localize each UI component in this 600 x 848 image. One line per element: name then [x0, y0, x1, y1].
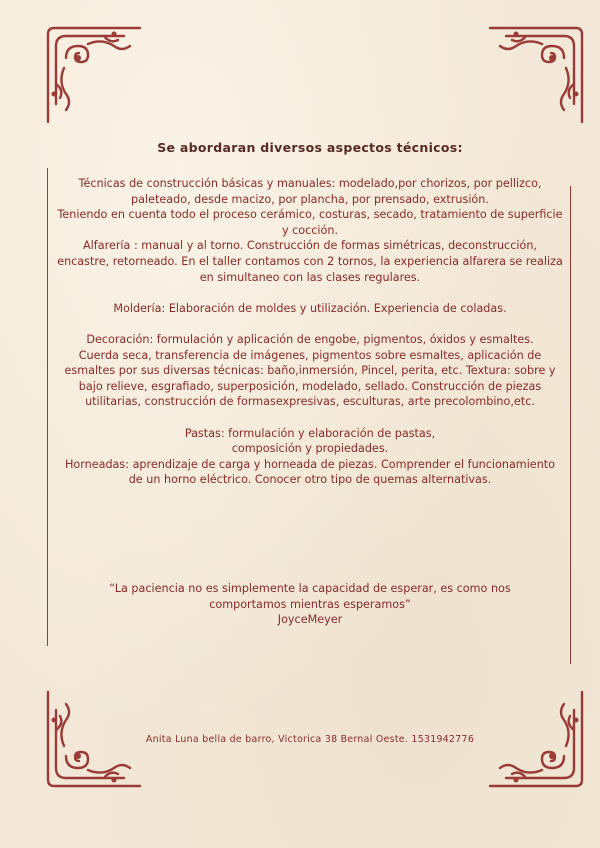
paragraph: Decoración: formulación y aplicación de engobe, pigmentos, óxidos y esmaltes. [86, 332, 534, 346]
body-text [57, 176, 563, 488]
paragraph: Horneadas: aprendizaje de carga y horneada de piezas. Comprender el funcionamiento de un horno eléctrico. Conocer otro tipo de quemas alternativas. [64, 457, 556, 487]
paragraph: Pastas: formulación y elaboración de pastas, [184, 426, 436, 440]
spacer [57, 410, 563, 426]
left-rule [47, 168, 48, 646]
spacer [57, 285, 563, 301]
paragraph: Técnicas de construcción básicas y manuales: modelado,por chorizos, por pellizco, paleteado, desde macizo, por plancha, por prensado, extrusión. [78, 177, 542, 206]
quote-block [80, 581, 540, 628]
footer-contact: Anita Luna bella de barro, Victorica 38 Bernal Oeste. 1531942776 [145, 734, 475, 745]
paragraph: Moldería: Elaboración de moldes y utilización. Experiencia de coladas. [113, 301, 507, 315]
quote-text: “La paciencia no es simplemente la capacidad de esperar, es como nos comportamos mientras esperamos” [109, 582, 511, 611]
corner-ornament-icon [44, 24, 144, 124]
paragraph: Teniendo en cuenta todo el proceso cerámico, costuras, secado, tratamiento de superficie y cocción. [57, 208, 563, 237]
paragraph: composición y propiedades. [231, 442, 389, 456]
paragraph: Alfarería : manual y al torno. Construcción de formas simétricas, deconstrucción, encastre, retorneado. En el taller contamos con 2 tornos, la experiencia alfarera se realiza en simultaneo con las clases regulares. [57, 239, 563, 284]
page-title: Se abordaran diversos aspectos técnicos: [157, 140, 463, 155]
right-rule [570, 186, 571, 664]
spacer [57, 316, 563, 332]
corner-ornament-icon [486, 24, 586, 124]
paragraph: Cuerda seca, transferencia de imágenes, pigmentos sobre esmaltes, aplicación de esmaltes por sus diversas técnicas: baño,inmersión, Pincel, perita, etc. Textura: sobre y bajo relieve, esgrafiado, superposición, modelado, sellado. Construcción de piezas utilitarias, construcción de formasexpresivas, esculturas, arte precolombino,etc. [64, 348, 556, 409]
quote-author: JoyceMeyer [277, 613, 343, 627]
